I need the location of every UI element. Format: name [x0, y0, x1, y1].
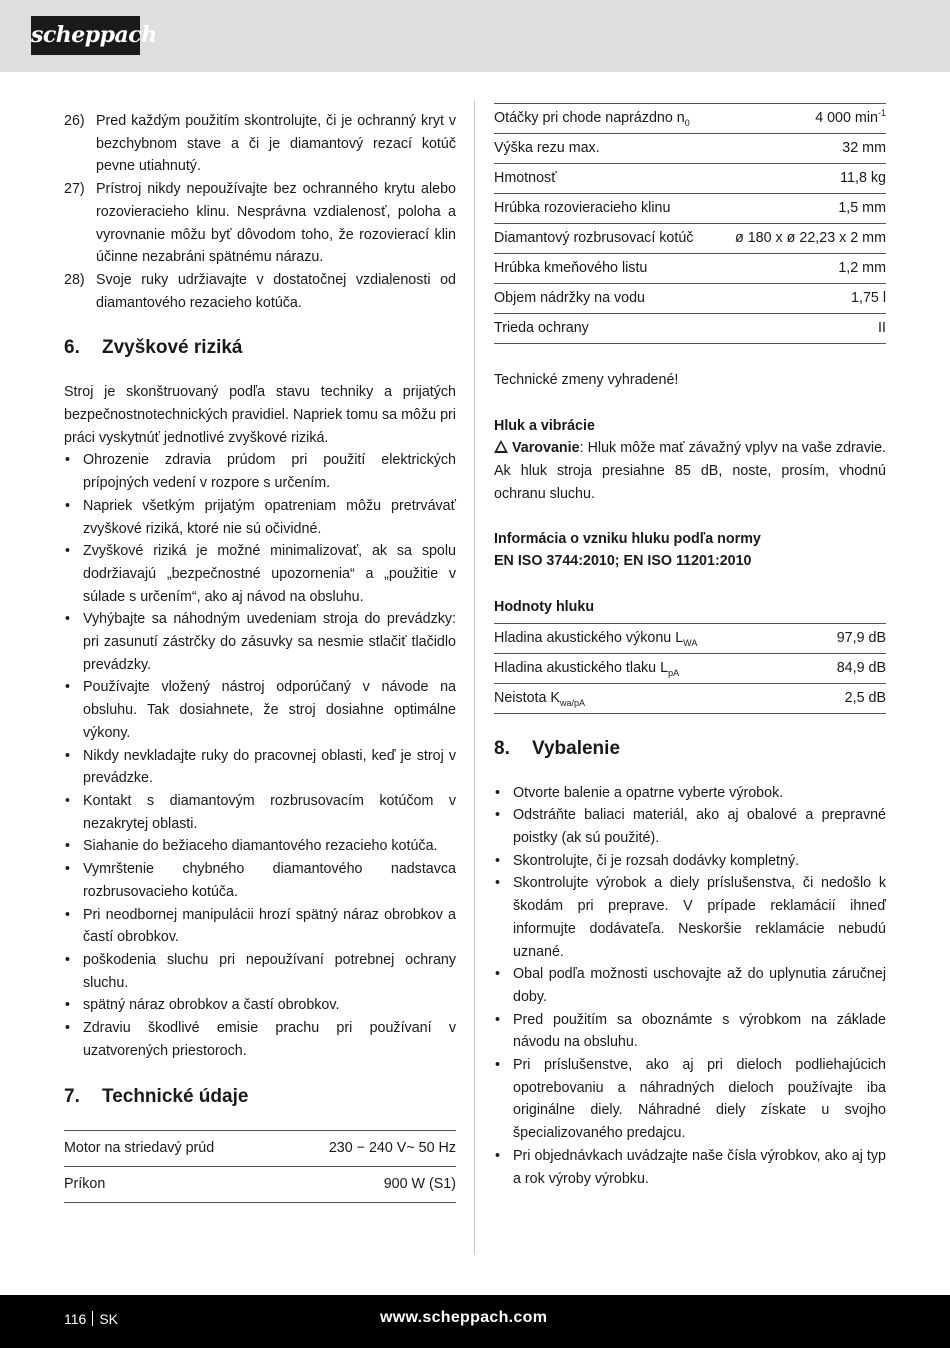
section-6-intro: Stroj je skonštruovaný podľa stavu techniky a prijatých bezpečnostnotechnických pravidiel. Napriek tomu sa môžu pri práci vyskytnúť jednotlivé zvyškové riziká. — [64, 384, 456, 446]
numbered-item — [64, 178, 456, 269]
row-label: Hmotnosť — [494, 164, 694, 194]
table-row — [64, 1131, 456, 1167]
list-item: • Používajte vložený nástroj odporúčaný v návode na obsluhu. Tak dosiahnete, že stroj dosiahne optimálne výkony. — [64, 676, 456, 744]
row-label: Výška rezu max. — [494, 134, 694, 164]
list-item: • spätný náraz obrobkov a častí obrobkov. — [64, 994, 456, 1017]
item-text: Pred každým použitím skontrolujte, či je ochranný kryt v bezchybnom stave a či je diamantový rezací kotúč pevne utiahnutý. — [96, 113, 456, 175]
list-item: • poškodenia sluchu pri nepoužívaní potrebnej ochrany sluchu. — [64, 949, 456, 994]
label-subscript: WA — [683, 637, 698, 648]
list-item: • Odstráňte baliaci materiál, ako aj obalové a prepravné poistky (ak sú použité). — [494, 804, 886, 849]
numbered-item — [64, 269, 456, 314]
section-7-heading — [64, 1084, 456, 1110]
row-value: 2,5 dB — [810, 683, 887, 713]
section-title: Technické údaje — [102, 1086, 249, 1108]
label-text: Hladina akustického tlaku L — [494, 659, 669, 676]
table-row — [64, 1167, 456, 1203]
noise-info-heading — [494, 528, 886, 573]
row-value: 32 mm — [694, 134, 886, 164]
list-item: • Napriek všetkým prijatým opatreniam môžu pretrvávať zvyškové riziká, ktoré nie sú očividné. — [64, 495, 456, 540]
warning-label: Varovanie — [512, 440, 580, 457]
unpacking-list — [494, 782, 886, 1191]
table-row — [494, 284, 886, 314]
table-row — [494, 134, 886, 164]
section-title: Vybalenie — [532, 737, 621, 759]
left-column — [64, 110, 456, 1203]
noise-info-line: Informácia o vzniku hluku podľa normy — [494, 530, 761, 547]
page-number — [64, 1311, 118, 1327]
label-subscript: wa/pA — [559, 697, 585, 708]
right-column — [494, 103, 886, 1190]
list-item: • Zdraviu škodlivé emisie prachu pri používaní v uzatvorených priestoroch. — [64, 1017, 456, 1062]
list-item: • Kontakt s diamantovým rozbrusovacím kotúčom v nezakrytej oblasti. — [64, 790, 456, 835]
list-item: • Otvorte balenie a opatrne vyberte výrobok. — [494, 782, 886, 805]
row-value: 11,8 kg — [694, 164, 886, 194]
row-label: Príkon — [64, 1167, 276, 1203]
tech-changes-note: Technické zmeny vyhradené! — [494, 372, 679, 388]
row-label: Hrúbka kmeňového listu — [494, 254, 694, 284]
page-footer — [0, 1295, 950, 1348]
noise-heading: Hluk a vibrácie — [494, 417, 595, 434]
row-label — [494, 653, 810, 683]
row-value: 1,2 mm — [694, 254, 886, 284]
table-row — [494, 254, 886, 284]
row-label: Objem nádržky na vodu — [494, 284, 694, 314]
noise-info-standard: EN ISO 3744:2010; EN ISO 11201:2010 — [494, 553, 752, 570]
table-row — [494, 224, 886, 254]
row-value: 97,9 dB — [810, 623, 887, 653]
page-num-text: 116 — [64, 1311, 87, 1327]
table-row — [494, 164, 886, 194]
noise-warning — [494, 437, 886, 505]
warning-text: : Hluk môže mať závažný vplyv na vaše zdravie. Ak hluk stroja presiahne 85 dB, noste, prosím, vhodnú ochranu sluchu. — [494, 440, 886, 502]
item-text: Prístroj nikdy nepoužívajte bez ochranného krytu alebo rozovieracieho klinu. Nesprávna vzdialenosť, poloha a vyrovnanie môžu byť dôvodom toho, že rozovierací klin účinne nezabráni spätnému nárazu. — [96, 181, 456, 266]
row-label — [494, 623, 810, 653]
row-value: II — [694, 314, 886, 344]
section-number: 6. — [64, 337, 80, 359]
row-value: 1,5 mm — [694, 194, 886, 224]
list-item: • Skontrolujte výrobok a diely príslušenstva, či nedošlo k škodám pri preprave. V prípade reklamácií ihneď informujte dodávateľa. Neskoršie reklamácie nebudú uznané. — [494, 872, 886, 963]
tech-data-table-right — [494, 103, 886, 344]
footer-divider — [92, 1311, 93, 1326]
list-item: • Vyhýbajte sa náhodným uvedeniam stroja do prevádzky: pri zasunutí zástrčky do zásuvky sa nesmie stlačiť tlačidlo prevádzky. — [64, 608, 456, 676]
section-number: 7. — [64, 1086, 80, 1108]
page-header — [0, 0, 950, 72]
section-8-heading — [494, 736, 886, 762]
row-value: 84,9 dB — [810, 653, 887, 683]
website-link[interactable]: www.scheppach.com — [380, 1309, 548, 1326]
row-value: 900 W (S1) — [276, 1167, 456, 1203]
section-6-heading — [64, 335, 456, 361]
list-item: • Pri príslušenstve, ako aj pri dieloch podliehajúcich opotrebovaniu a náhradných dieloch používajte iba originálne diely. Náhradné diely získate u svojho špecializovaného predajcu. — [494, 1054, 886, 1145]
list-item: • Pred použitím sa oboznámte s výrobkom na základe návodu na obsluhu. — [494, 1009, 886, 1054]
list-item: • Vymrštenie chybného diamantového nadstavca rozbrusovacieho kotúča. — [64, 858, 456, 903]
item-text: Svoje ruky udržiavajte v dostatočnej vzdialenosti od diamantového rezacieho kotúča. — [96, 271, 456, 311]
row-label — [494, 104, 694, 134]
section-number: 8. — [494, 737, 510, 759]
row-label: Trieda ochrany — [494, 314, 694, 344]
table-row — [494, 194, 886, 224]
noise-values-table — [494, 623, 886, 714]
table-row — [494, 623, 886, 653]
item-number: 28) — [64, 271, 85, 288]
table-row — [494, 104, 886, 134]
table-row — [494, 653, 886, 683]
row-value: ø 180 x ø 22,23 x 2 mm — [694, 224, 886, 254]
row-label: Diamantový rozbrusovací kotúč — [494, 224, 694, 254]
brand-logo: scheppach — [31, 16, 140, 55]
list-item: • Siahanie do bežiaceho diamantového rezacieho kotúča. — [64, 835, 456, 858]
list-item: • Skontrolujte, či je rozsah dodávky kompletný. — [494, 850, 886, 873]
column-divider — [474, 100, 475, 1255]
label-text: Hladina akustického výkonu L — [494, 629, 684, 646]
noise-values-heading: Hodnoty hluku — [494, 598, 595, 615]
item-number: 26) — [64, 113, 85, 129]
row-label: Motor na striedavý prúd — [64, 1131, 276, 1167]
table-row — [494, 314, 886, 344]
list-item: • Obal podľa možnosti uschovajte až do uplynutia záručnej doby. — [494, 963, 886, 1008]
row-label — [494, 683, 810, 713]
tech-data-table-left — [64, 1130, 456, 1203]
row-value — [694, 104, 886, 134]
row-value: 1,75 l — [694, 284, 886, 314]
list-item: • Nikdy nevkladajte ruky do pracovnej oblasti, keď je stroj v prevádzke. — [64, 745, 456, 790]
warning-icon — [494, 440, 508, 453]
section-title: Zvyškové riziká — [102, 337, 243, 359]
label-text: Otáčky pri chode naprázdno n — [494, 110, 685, 126]
label-subscript: pA — [668, 667, 680, 678]
row-label: Hrúbka rozovieracieho klinu — [494, 194, 694, 224]
value-superscript: -1 — [877, 108, 886, 119]
language-code: SK — [99, 1311, 119, 1327]
item-number: 27) — [64, 181, 85, 198]
table-row — [494, 683, 886, 713]
list-item: • Pri neodbornej manipulácii hrozí spätný náraz obrobkov a častí obrobkov. — [64, 904, 456, 949]
list-item: • Zvyškové riziká je možné minimalizovať, ak sa spolu dodržiavajú „bezpečnostné upozornenia“ a „použitie v súlade s určením“, ako aj návod na obsluhu. — [64, 540, 456, 608]
list-item: • Pri objednávkach uvádzajte naše čísla výrobkov, ako aj typ a rok výroby výrobku. — [494, 1145, 886, 1190]
list-item: • Ohrozenie zdravia prúdom pri použití elektrických prípojných vedení v rozpore s určením. — [64, 449, 456, 494]
numbered-item — [64, 110, 456, 178]
label-text: Neistota K — [494, 689, 560, 706]
value-text: 4 000 min — [815, 110, 878, 126]
row-value: 230 − 240 V~ 50 Hz — [276, 1131, 456, 1167]
label-subscript: 0 — [684, 117, 690, 128]
residual-risks-list — [64, 449, 456, 1062]
